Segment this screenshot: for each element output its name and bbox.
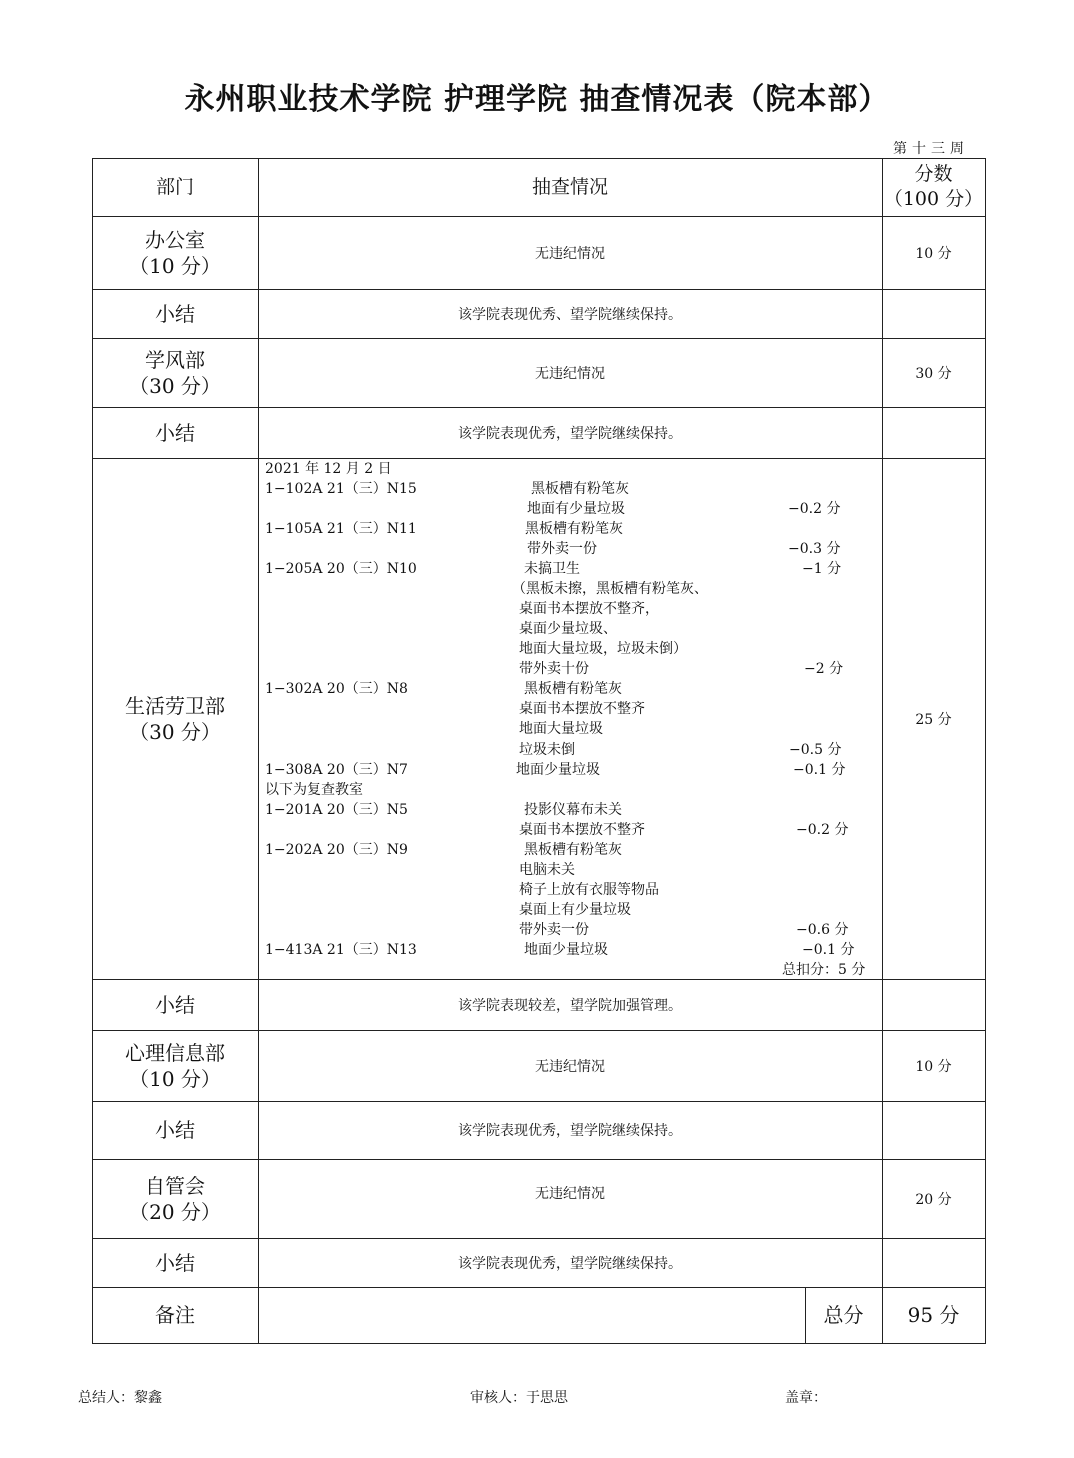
detail-issue: 地面有少量垃圾 bbox=[527, 501, 625, 517]
detail-issue: 桌面书本摆放不整齐 bbox=[519, 822, 645, 838]
total-label bbox=[805, 1287, 882, 1343]
score-value: 10 分 bbox=[915, 1058, 952, 1075]
summary-label bbox=[92, 979, 258, 1030]
seal-label: 盖章： bbox=[785, 1390, 827, 1406]
detail-issue: 桌面上有少量垃圾 bbox=[519, 902, 631, 918]
header-score-total: （100 分） bbox=[883, 188, 984, 210]
dept-points: （30 分） bbox=[129, 373, 221, 398]
summary-label bbox=[92, 1101, 258, 1159]
seal bbox=[785, 1387, 827, 1407]
detail-issue: 带外卖一份 bbox=[527, 541, 597, 557]
detail-issue: 黑板槽有粉笔灰 bbox=[524, 842, 622, 858]
dept-points: （10 分） bbox=[129, 1066, 221, 1091]
situation-text: 无违纪情况 bbox=[535, 245, 605, 262]
situation-text: 无违纪情况 bbox=[535, 365, 605, 382]
score-cell bbox=[882, 216, 985, 289]
detail-room: 1−205A 20（三）N10 bbox=[265, 561, 417, 577]
detail-deduction: −2 分 bbox=[804, 661, 844, 677]
detail-issue: 黑板槽有粉笔灰 bbox=[524, 681, 622, 697]
detail-deduction: −0.2 分 bbox=[788, 501, 841, 517]
header-score bbox=[882, 158, 985, 216]
summary-label-text: 小结 bbox=[155, 1118, 195, 1142]
summary-text bbox=[258, 289, 882, 338]
dept-study-style bbox=[92, 338, 258, 407]
detail-issue: 未搞卫生 bbox=[524, 561, 580, 577]
score-cell bbox=[882, 1159, 985, 1238]
dept-self-management bbox=[92, 1159, 258, 1238]
detail-issue: 椅子上放有衣服等物品 bbox=[519, 882, 659, 898]
header-inspection bbox=[258, 158, 882, 216]
summary-label bbox=[92, 407, 258, 458]
detail-deduction: −0.1 分 bbox=[802, 942, 855, 958]
summary-text bbox=[258, 1101, 882, 1159]
detail-deduction: −0.5 分 bbox=[789, 742, 842, 758]
remarks-value bbox=[258, 1287, 805, 1343]
review-note: 以下为复查教室 bbox=[265, 782, 363, 798]
score-value: 25 分 bbox=[915, 711, 952, 728]
inspection-situation bbox=[258, 1030, 882, 1101]
reviewer-name: 于思思 bbox=[526, 1390, 568, 1406]
summarizer bbox=[78, 1387, 162, 1407]
page-title: 永州职业技术学院 护理学院 抽查情况表（院本部） bbox=[184, 82, 890, 117]
inspection-situation bbox=[258, 1159, 882, 1238]
detail-issue: 带外卖一份 bbox=[519, 922, 589, 938]
detail-issue: 垃圾未倒 bbox=[519, 742, 575, 758]
situation-text: 无违纪情况 bbox=[535, 1058, 605, 1075]
score-cell bbox=[882, 338, 985, 407]
detail-issue: 投影仪幕布未关 bbox=[524, 802, 622, 818]
summarizer-name: 黎鑫 bbox=[134, 1390, 162, 1406]
inspection-situation bbox=[258, 216, 882, 289]
detail-deduction: −0.1 分 bbox=[793, 762, 846, 778]
detail-issue: 地面大量垃圾，垃圾未倒） bbox=[519, 641, 687, 657]
week-label: 第十三周 bbox=[893, 141, 969, 157]
detail-deduction: −0.3 分 bbox=[788, 541, 841, 557]
detail-issue: 黑板槽有粉笔灰 bbox=[525, 521, 623, 537]
dept-points: （10 分） bbox=[129, 253, 221, 278]
total-score bbox=[882, 1287, 985, 1343]
summary-text bbox=[258, 1238, 882, 1287]
dept-name: 自管会 bbox=[145, 1173, 205, 1198]
summary-label bbox=[92, 289, 258, 338]
total-score-value: 95 分 bbox=[907, 1303, 960, 1327]
detail-deduction: −0.2 分 bbox=[796, 822, 849, 838]
summary-label-text: 小结 bbox=[155, 992, 195, 1017]
dept-name: 心理信息部 bbox=[125, 1040, 225, 1065]
dept-office bbox=[92, 216, 258, 289]
detail-issue: 黑板槽有粉笔灰 bbox=[531, 481, 629, 497]
summary-text bbox=[258, 979, 882, 1030]
detail-room: 1−302A 20（三）N8 bbox=[265, 681, 408, 697]
score-value: 20 分 bbox=[915, 1191, 952, 1208]
score-cell bbox=[882, 458, 985, 979]
reviewer-label: 审核人： bbox=[470, 1390, 526, 1406]
remarks-label-text: 备注 bbox=[155, 1303, 195, 1327]
detail-room: 1−105A 21（三）N11 bbox=[265, 521, 417, 537]
summary-value: 该学院表现优秀，望学院继续保持。 bbox=[458, 1123, 682, 1139]
detail-issue: 桌面书本摆放不整齐， bbox=[519, 601, 659, 617]
detail-issue: 地面少量垃圾 bbox=[524, 942, 608, 958]
detail-issue: 地面大量垃圾 bbox=[519, 721, 603, 737]
situation-text: 无违纪情况 bbox=[535, 1186, 605, 1202]
summary-label-text: 小结 bbox=[155, 1250, 195, 1275]
header-dept bbox=[92, 158, 258, 216]
summary-value: 该学院表现优秀，望学院继续保持。 bbox=[458, 1255, 682, 1272]
summarizer-label: 总结人： bbox=[78, 1390, 134, 1406]
summary-value: 该学院表现优秀，望学院继续保持。 bbox=[458, 425, 682, 442]
dept-name: 办公室 bbox=[145, 227, 205, 252]
detail-room: 1−202A 20（三）N9 bbox=[265, 842, 408, 858]
table-border-right bbox=[985, 158, 986, 1344]
score-cell bbox=[882, 1030, 985, 1101]
total-deduction: 总扣分：5 分 bbox=[782, 962, 866, 978]
detail-room: 1−413A 21（三）N13 bbox=[265, 942, 417, 958]
score-value: 30 分 bbox=[915, 365, 952, 382]
detail-issue: 带外卖十份 bbox=[519, 661, 589, 677]
header-score-label: 分数 bbox=[914, 163, 953, 185]
header-inspection-label: 抽查情况 bbox=[531, 175, 608, 198]
detail-issue: 桌面少量垃圾、 bbox=[519, 621, 617, 637]
remarks-label bbox=[92, 1287, 258, 1343]
detail-issue: 电脑未关 bbox=[519, 862, 575, 878]
detail-room: 1−102A 21（三）N15 bbox=[265, 481, 417, 497]
detail-room: 1−308A 20（三）N7 bbox=[265, 762, 408, 778]
summary-value: 该学院表现较差，望学院加强管理。 bbox=[458, 997, 682, 1014]
detail-issue: （黑板未擦，黑板槽有粉笔灰、 bbox=[512, 581, 708, 597]
score-value: 10 分 bbox=[915, 245, 952, 262]
summary-text bbox=[258, 407, 882, 458]
detail-issue: 地面少量垃圾 bbox=[516, 762, 600, 778]
dept-points: （20 分） bbox=[129, 1199, 221, 1224]
detail-issue: 桌面书本摆放不整齐 bbox=[519, 701, 645, 717]
summary-label bbox=[92, 1238, 258, 1287]
table-border-bottom bbox=[92, 1343, 986, 1344]
inspection-situation bbox=[258, 338, 882, 407]
summary-label-text: 小结 bbox=[155, 301, 195, 326]
detail-deduction: −0.6 分 bbox=[796, 922, 849, 938]
dept-points: （30 分） bbox=[129, 719, 221, 744]
header-dept-label: 部门 bbox=[155, 175, 194, 198]
detail-deduction: −1 分 bbox=[802, 561, 842, 577]
dept-life-labor bbox=[92, 458, 258, 979]
summary-label-text: 小结 bbox=[155, 420, 195, 445]
summary-value: 该学院表现优秀、望学院继续保持。 bbox=[458, 306, 682, 323]
dept-name: 生活劳卫部 bbox=[125, 693, 225, 718]
dept-psych-info bbox=[92, 1030, 258, 1101]
reviewer bbox=[470, 1387, 568, 1407]
dept-name: 学风部 bbox=[145, 347, 205, 372]
detail-room: 1−201A 20（三）N5 bbox=[265, 802, 408, 818]
total-label-text: 总分 bbox=[823, 1303, 864, 1327]
inspection-date: 2021 年 12 月 2 日 bbox=[265, 461, 392, 477]
